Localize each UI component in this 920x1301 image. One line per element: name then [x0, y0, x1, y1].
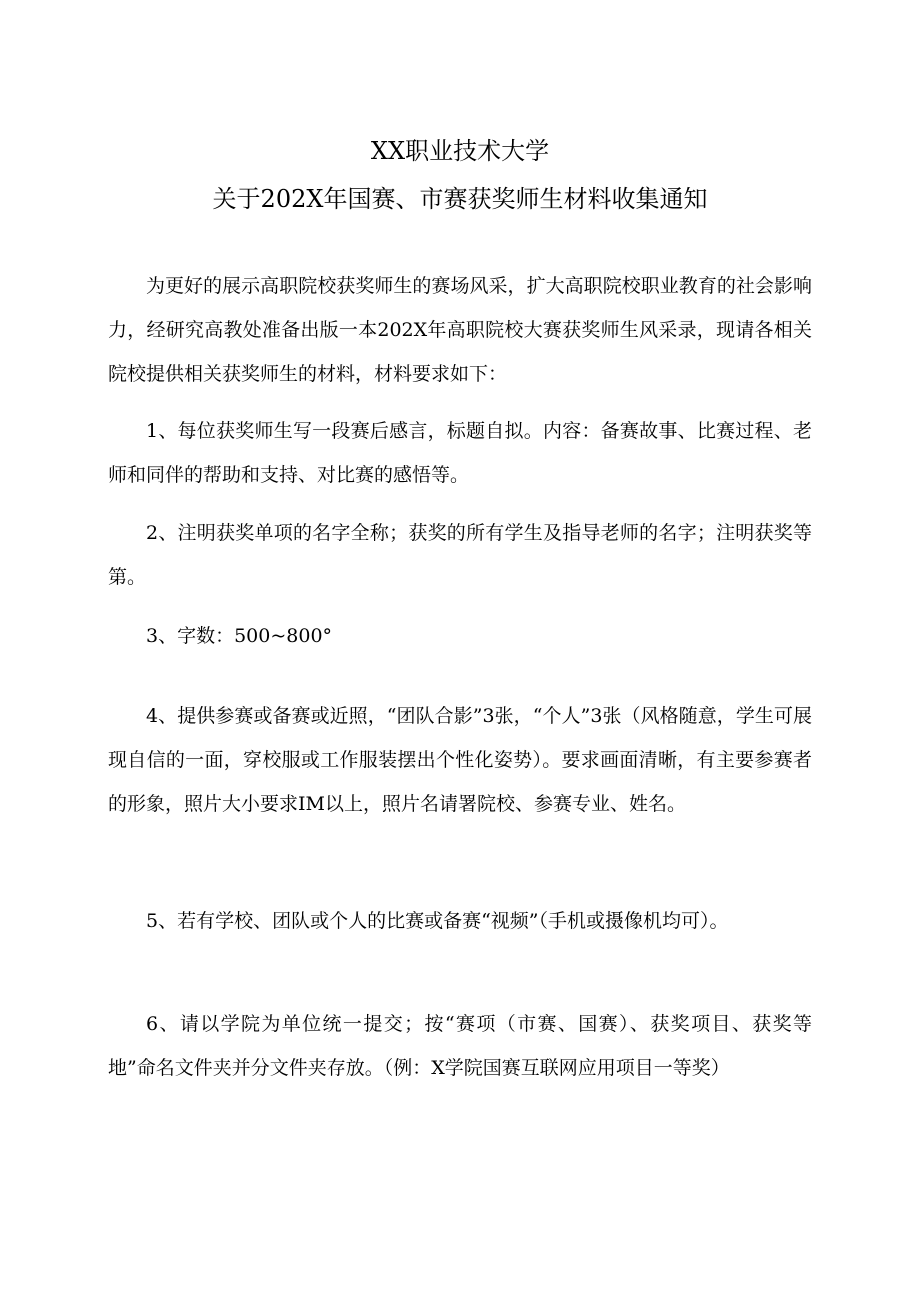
requirement-item-1: 1、每位获奖师生写一段赛后感言，标题自拟。内容：备赛故事、比赛过程、老师和同伴的帮助和支持、对比赛的感悟等。: [108, 420, 812, 486]
intro-paragraph: 为更好的展示高职院校获奖师生的赛场风采，扩大高职院校职业教育的社会影响力，经研究高教处准备出版一本202X年高职院校大赛获奖师生风采录，现请各相关院校提供相关获奖师生的材料，材料要求如下：: [108, 275, 812, 385]
requirement-item-6: 6、请以学院为单位统一提交；按“赛项（市赛、国赛）、获奖项目、获奖等地”命名文件夹并分文件夹存放。（例：X学院国赛互联网应用项目一等奖）: [108, 1013, 812, 1079]
document-title: XX职业技术大学: [370, 137, 550, 165]
requirement-item-2: 2、注明获奖单项的名字全称；获奖的所有学生及指导老师的名字；注明获奖等第。: [108, 522, 812, 588]
requirement-item-5: 5、若有学校、团队或个人的比赛或备赛“视频”（手机或摄像机均可）。: [146, 910, 729, 932]
requirement-item-3: 3、字数：500~800°: [146, 625, 333, 647]
document-subtitle: 关于202X年国赛、市赛获奖师生材料收集通知: [212, 185, 708, 213]
requirement-item-4: 4、提供参赛或备赛或近照，“团队合影”3张，“个人”3张（风格随意，学生可展现自信的一面，穿校服或工作服装摆出个性化姿势）。要求画面清晰，有主要参赛者的形象，照片大小要求IM以上，照片名请署院校、参赛专业、姓名。: [108, 705, 812, 815]
